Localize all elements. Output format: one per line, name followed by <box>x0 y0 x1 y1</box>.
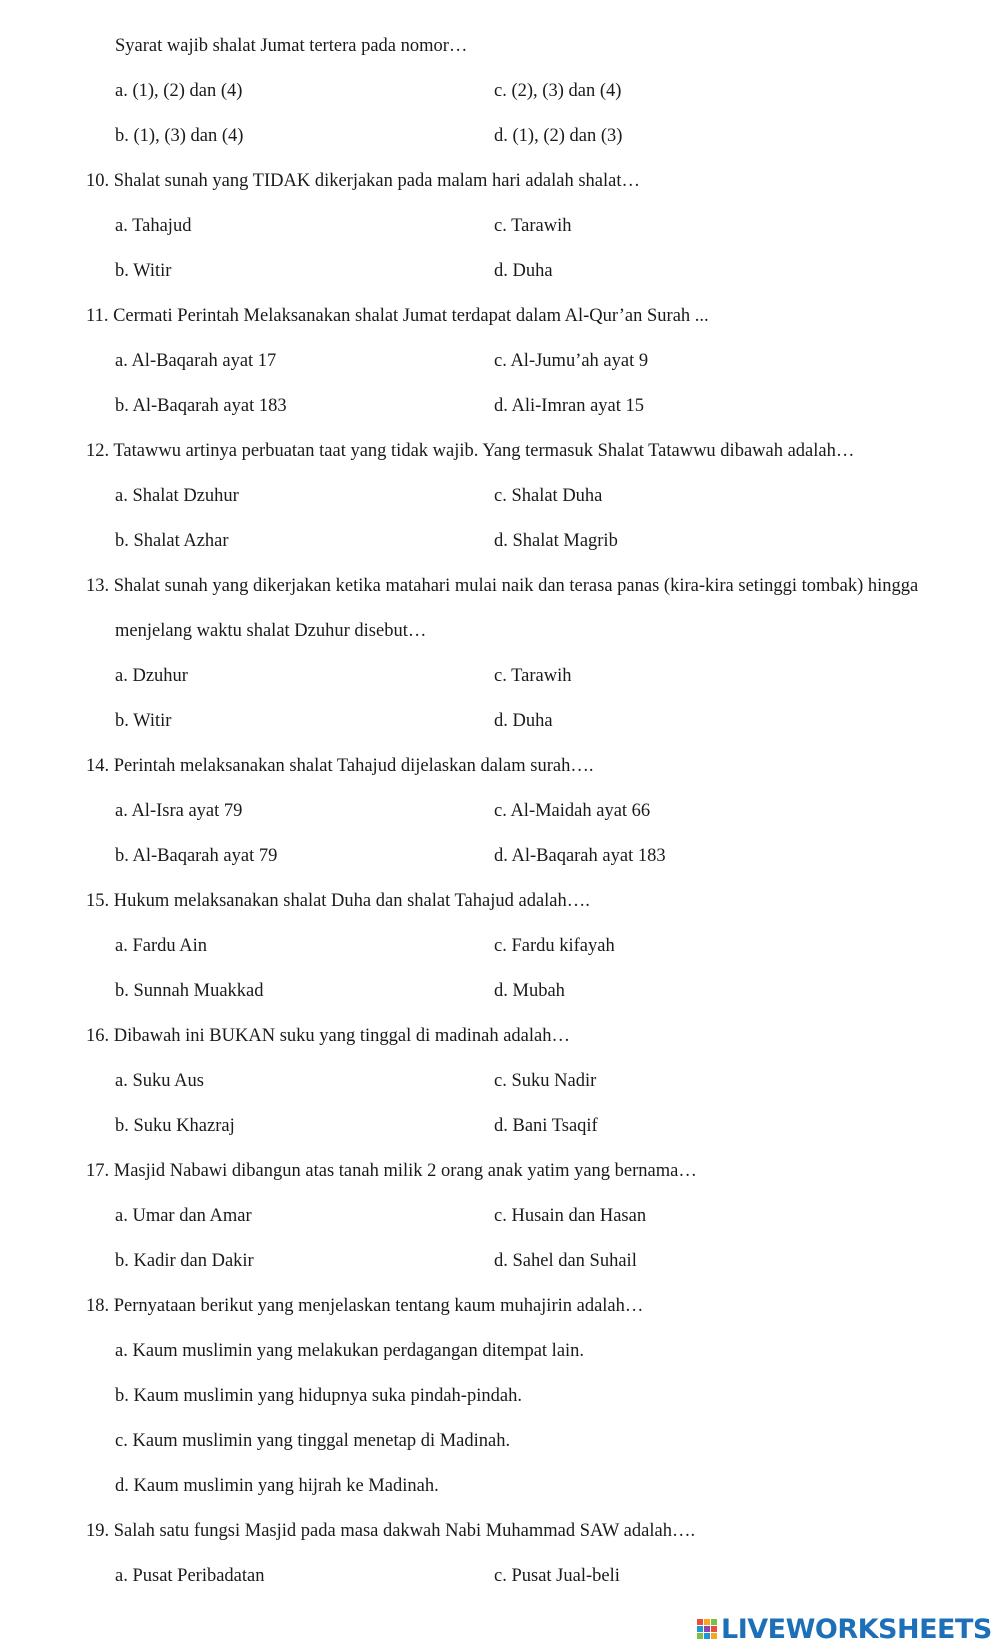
q18-option-b[interactable]: b. Kaum muslimin yang hidupnya suka pindah-pindah. <box>115 1386 522 1406</box>
q17-option-b[interactable]: b. Kadir dan Dakir <box>115 1251 254 1271</box>
q13-option-a[interactable]: a. Dzuhur <box>115 666 188 686</box>
logo-tile <box>704 1619 710 1625</box>
q9-option-c[interactable]: c. (2), (3) dan (4) <box>494 81 622 101</box>
question-17: 17. Masjid Nabawi dibangun atas tanah milik 2 orang anak yatim yang bernama… <box>86 1161 697 1181</box>
q14-option-a[interactable]: a. Al-Isra ayat 79 <box>115 801 243 821</box>
q16-option-b[interactable]: b. Suku Khazraj <box>115 1116 235 1136</box>
q10-option-a[interactable]: a. Tahajud <box>115 216 192 236</box>
logo-tile <box>697 1633 703 1639</box>
q10-option-c[interactable]: c. Tarawih <box>494 216 572 236</box>
q18-option-a[interactable]: a. Kaum muslimin yang melakukan perdagangan ditempat lain. <box>115 1341 585 1361</box>
question-12: 12. Tatawwu artinya perbuatan taat yang tidak wajib. Yang termasuk Shalat Tatawwu dibawah adalah… <box>86 441 855 461</box>
q13-option-d[interactable]: d. Duha <box>494 711 553 731</box>
liveworksheets-logo <box>697 1612 992 1646</box>
question-10: 10. Shalat sunah yang TIDAK dikerjakan pada malam hari adalah shalat… <box>86 171 640 191</box>
question-9-stem: Syarat wajib shalat Jumat tertera pada nomor… <box>115 36 468 56</box>
liveworksheets-logo-text: LIVEWORKSHEETS <box>721 1613 992 1645</box>
q9-option-b[interactable]: b. (1), (3) dan (4) <box>115 126 244 146</box>
q13-option-b[interactable]: b. Witir <box>115 711 172 731</box>
q19-option-a[interactable]: a. Pusat Peribadatan <box>115 1566 265 1586</box>
logo-tile <box>697 1619 703 1625</box>
question-18: 18. Pernyataan berikut yang menjelaskan tentang kaum muhajirin adalah… <box>86 1296 644 1316</box>
q10-option-b[interactable]: b. Witir <box>115 261 172 281</box>
logo-tile <box>711 1619 717 1625</box>
q19-option-c[interactable]: c. Pusat Jual-beli <box>494 1566 620 1586</box>
q16-option-c[interactable]: c. Suku Nadir <box>494 1071 597 1091</box>
q12-option-b[interactable]: b. Shalat Azhar <box>115 531 229 551</box>
q10-option-d[interactable]: d. Duha <box>494 261 553 281</box>
q18-option-c[interactable]: c. Kaum muslimin yang tinggal menetap di Madinah. <box>115 1431 511 1451</box>
q15-option-b[interactable]: b. Sunnah Muakkad <box>115 981 264 1001</box>
q18-option-d[interactable]: d. Kaum muslimin yang hijrah ke Madinah. <box>115 1476 439 1496</box>
q14-option-b[interactable]: b. Al-Baqarah ayat 79 <box>115 846 278 866</box>
question-16: 16. Dibawah ini BUKAN suku yang tinggal di madinah adalah… <box>86 1026 570 1046</box>
q15-option-d[interactable]: d. Mubah <box>494 981 565 1001</box>
question-15: 15. Hukum melaksanakan shalat Duha dan shalat Tahajud adalah…. <box>86 891 590 911</box>
q12-option-a[interactable]: a. Shalat Dzuhur <box>115 486 239 506</box>
q16-option-d[interactable]: d. Bani Tsaqif <box>494 1116 598 1136</box>
q16-option-a[interactable]: a. Suku Aus <box>115 1071 204 1091</box>
q17-option-c[interactable]: c. Husain dan Hasan <box>494 1206 647 1226</box>
q14-option-c[interactable]: c. Al-Maidah ayat 66 <box>494 801 651 821</box>
question-19: 19. Salah satu fungsi Masjid pada masa dakwah Nabi Muhammad SAW adalah…. <box>86 1521 696 1541</box>
q17-option-d[interactable]: d. Sahel dan Suhail <box>494 1251 637 1271</box>
q11-option-d[interactable]: d. Ali-Imran ayat 15 <box>494 396 645 416</box>
q9-option-a[interactable]: a. (1), (2) dan (4) <box>115 81 243 101</box>
q17-option-a[interactable]: a. Umar dan Amar <box>115 1206 252 1226</box>
q12-option-d[interactable]: d. Shalat Magrib <box>494 531 618 551</box>
q9-option-d[interactable]: d. (1), (2) dan (3) <box>494 126 623 146</box>
q12-option-c[interactable]: c. Shalat Duha <box>494 486 603 506</box>
q11-option-a[interactable]: a. Al-Baqarah ayat 17 <box>115 351 277 371</box>
q15-option-c[interactable]: c. Fardu kifayah <box>494 936 615 956</box>
q13-option-c[interactable]: c. Tarawih <box>494 666 572 686</box>
logo-tile <box>697 1626 703 1632</box>
logo-tile <box>704 1633 710 1639</box>
logo-tile <box>711 1633 717 1639</box>
liveworksheets-logo-icon <box>697 1619 717 1639</box>
question-13-continued: menjelang waktu shalat Dzuhur disebut… <box>115 621 427 641</box>
logo-tile <box>711 1626 717 1632</box>
logo-tile <box>704 1626 710 1632</box>
question-11: 11. Cermati Perintah Melaksanakan shalat Jumat terdapat dalam Al-Qur’an Surah ... <box>86 306 709 326</box>
q11-option-b[interactable]: b. Al-Baqarah ayat 183 <box>115 396 287 416</box>
question-14: 14. Perintah melaksanakan shalat Tahajud dijelaskan dalam surah…. <box>86 756 594 776</box>
q14-option-d[interactable]: d. Al-Baqarah ayat 183 <box>494 846 666 866</box>
question-13: 13. Shalat sunah yang dikerjakan ketika matahari mulai naik dan terasa panas (kira-kira setinggi tombak) hingga <box>86 576 919 596</box>
q11-option-c[interactable]: c. Al-Jumu’ah ayat 9 <box>494 351 649 371</box>
q15-option-a[interactable]: a. Fardu Ain <box>115 936 207 956</box>
